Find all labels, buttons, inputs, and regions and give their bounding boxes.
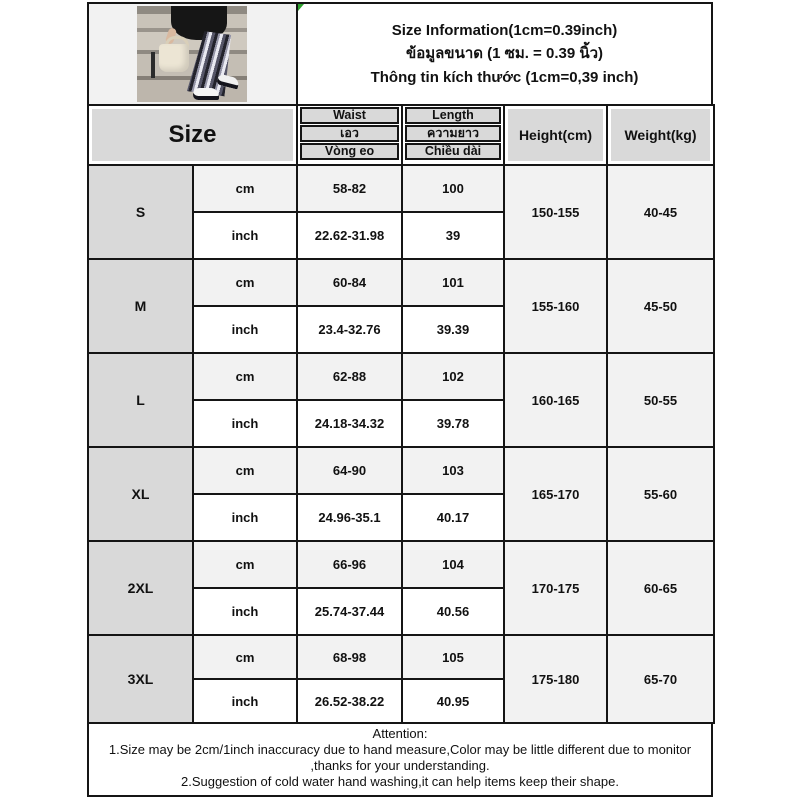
table-row (88, 353, 714, 400)
length-value-cm: 102 (402, 353, 504, 400)
waist-value-inch: 23.4-32.76 (297, 306, 402, 353)
height-value: 160-165 (504, 353, 607, 447)
table-row (88, 541, 714, 588)
length-label-en: Length (405, 107, 501, 124)
size-info-title-vi: Thông tin kích thước (1cm=0,39 inch) (370, 68, 639, 86)
attention-line-2: 2.Suggestion of cold water hand washing,it can help items keep their shape. (181, 773, 619, 789)
product-photo-cell (89, 4, 298, 104)
waist-value-cm: 62-88 (297, 353, 402, 400)
waist-value-inch: 24.96-35.1 (297, 494, 402, 541)
table-header-row (88, 105, 714, 165)
unit-label-inch: inch (193, 400, 297, 447)
size-table (87, 104, 715, 724)
waist-value-inch: 24.18-34.32 (297, 400, 402, 447)
waist-column-header (297, 105, 402, 165)
table-row (88, 165, 714, 212)
unit-label-cm: cm (193, 541, 297, 588)
size-label: M (88, 259, 193, 353)
waist-value-cm: 60-84 (297, 259, 402, 306)
size-label: XL (88, 447, 193, 541)
length-label-th: ความยาว (405, 125, 501, 142)
height-value: 170-175 (504, 541, 607, 635)
unit-label-inch: inch (193, 679, 297, 723)
waist-value-inch: 22.62-31.98 (297, 212, 402, 259)
top-section (87, 2, 713, 104)
unit-label-inch: inch (193, 306, 297, 353)
photo-detail-shape (151, 52, 155, 78)
length-value-inch: 39 (402, 212, 504, 259)
unit-label-inch: inch (193, 212, 297, 259)
size-column-header: Size (88, 105, 297, 165)
weight-value: 65-70 (607, 635, 714, 723)
length-value-cm: 105 (402, 635, 504, 679)
waist-label-th: เอว (300, 125, 399, 142)
height-value: 175-180 (504, 635, 607, 723)
length-value-cm: 103 (402, 447, 504, 494)
unit-label-inch: inch (193, 588, 297, 635)
weight-value: 60-65 (607, 541, 714, 635)
size-label: S (88, 165, 193, 259)
size-chart-sheet (87, 2, 713, 797)
size-info-title-block (298, 4, 711, 104)
weight-value: 50-55 (607, 353, 714, 447)
attention-title: Attention: (372, 726, 428, 741)
length-value-inch: 39.39 (402, 306, 504, 353)
unit-label-cm: cm (193, 259, 297, 306)
waist-label-vi: Vòng eo (300, 143, 399, 160)
unit-label-cm: cm (193, 353, 297, 400)
length-value-cm: 101 (402, 259, 504, 306)
attention-note (87, 722, 713, 797)
size-label: 3XL (88, 635, 193, 723)
length-label-vi: Chiều dài (405, 143, 501, 160)
length-value-cm: 100 (402, 165, 504, 212)
weight-value: 55-60 (607, 447, 714, 541)
length-value-inch: 40.17 (402, 494, 504, 541)
green-corner-marker (298, 4, 304, 11)
table-row (88, 259, 714, 306)
waist-value-inch: 25.74-37.44 (297, 588, 402, 635)
waist-label-en: Waist (300, 107, 399, 124)
height-value: 155-160 (504, 259, 607, 353)
waist-value-cm: 58-82 (297, 165, 402, 212)
height-value: 150-155 (504, 165, 607, 259)
table-row (88, 447, 714, 494)
unit-label-inch: inch (193, 494, 297, 541)
product-photo (137, 6, 247, 102)
unit-label-cm: cm (193, 635, 297, 679)
unit-label-cm: cm (193, 165, 297, 212)
length-value-inch: 39.78 (402, 400, 504, 447)
weight-column-header: Weight(kg) (607, 105, 714, 165)
size-info-title-th: ข้อมูลขนาด (1 ซม. = 0.39 นิ้ว) (405, 45, 604, 63)
size-label: 2XL (88, 541, 193, 635)
weight-value: 45-50 (607, 259, 714, 353)
length-value-inch: 40.56 (402, 588, 504, 635)
waist-value-cm: 66-96 (297, 541, 402, 588)
waist-value-cm: 64-90 (297, 447, 402, 494)
weight-value: 40-45 (607, 165, 714, 259)
waist-value-inch: 26.52-38.22 (297, 679, 402, 723)
length-column-header (402, 105, 504, 165)
length-value-cm: 104 (402, 541, 504, 588)
table-row (88, 635, 714, 679)
waist-value-cm: 68-98 (297, 635, 402, 679)
unit-label-cm: cm (193, 447, 297, 494)
size-info-title-en: Size Information(1cm=0.39inch) (391, 22, 618, 40)
tote-bag-shape (159, 44, 189, 72)
height-value: 165-170 (504, 447, 607, 541)
attention-line-1: 1.Size may be 2cm/1inch inaccuracy due to hand measure,Color may be little different due to monitor ,thanks for your understanding. (108, 741, 692, 773)
size-label: L (88, 353, 193, 447)
height-column-header: Height(cm) (504, 105, 607, 165)
length-value-inch: 40.95 (402, 679, 504, 723)
sneaker-shape (193, 88, 219, 100)
